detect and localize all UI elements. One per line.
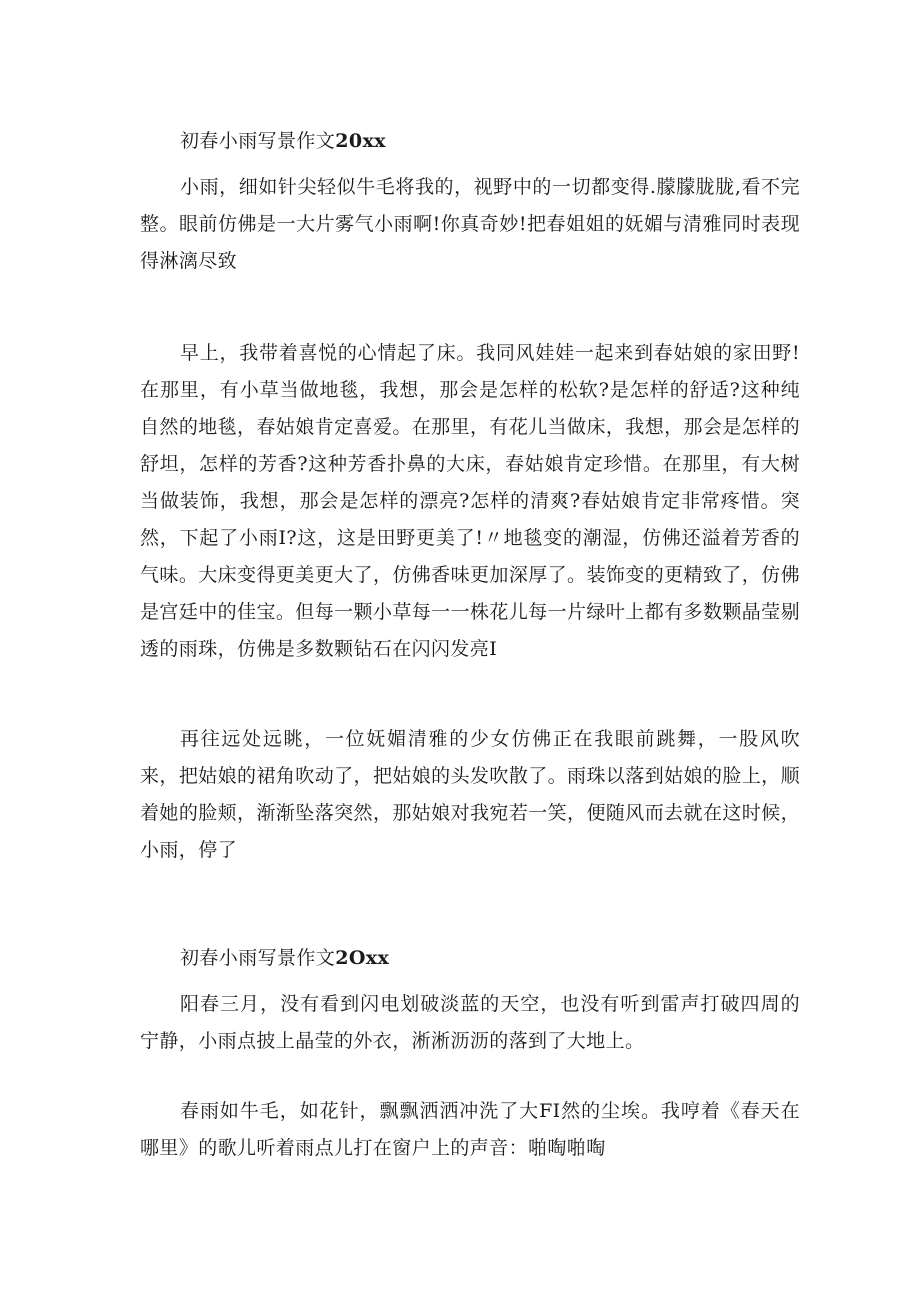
paragraph-2: 早上，我带着喜悦的心情起了床。我同风娃娃一起来到春姑娘的家田野!在那里，有小草当做地毯，我想，那会是怎样的松软?是怎样的舒适?这种纯自然的地毯，春姑娘肯定喜爱。在那里，有花儿当做床，我想，那会是怎样的舒坦，怎样的芳香?这种芳香扑鼻的大床，春姑娘肯定珍惜。在那里，有大树当做装饰，我想，那会是怎样的漂亮?怎样的清爽?春姑娘肯定非常疼惜。突然，下起了小雨I?这，这是田野更美了!〃地毯变的潮湿，仿佛还溢着芳香的气味。大床变得更美更大了，仿佛香味更加深厚了。装饰变的更精致了，仿佛是宫廷中的佳宝。但每一颗小草每一一株花儿每一片绿叶上都有多数颗晶莹剔透的雨珠，仿佛是多数颗钻石在闪闪发亮I — [140, 342, 800, 660]
essay-title-1 — [180, 129, 386, 153]
paragraph-3: 再往远处远眺，一位妩媚清雅的少女仿佛正在我眼前跳舞，一股风吹来，把姑娘的裙角吹动了，把姑娘的头发吹散了。雨珠以落到姑娘的脸上，顺着她的脸颊，渐渐坠落突然，那姑娘对我宛若一笑，便随风而去就在这时候，小雨，停了 — [140, 728, 800, 861]
paragraph-1: 小雨，细如针尖轻似牛毛将我的，视野中的一切都变得.朦朦胧胧,看不完整。眼前仿佛是一大片雾气小雨啊!你真奇妙!把春姐姐的妩媚与清雅同时表现得淋漓尽致 — [140, 176, 800, 272]
essay-title-2-text: 初春小雨写景作文 — [180, 947, 336, 969]
essay-title-1-year: 20xx — [335, 130, 386, 152]
essay-title-2-year: 2Oxx — [335, 947, 390, 969]
essay-title-1-text: 初春小雨写景作文 — [180, 130, 336, 152]
paragraph-4: 阳春三月，没有看到闪电划破淡蓝的天空，也没有听到雷声打破四周的宁静，小雨点披上晶莹的外衣，淅淅沥沥的落到了大地上。 — [140, 993, 800, 1052]
essay-title-2 — [180, 946, 389, 970]
paragraph-5: 春雨如牛毛，如花针，飘飘洒洒冲洗了大FI然的尘埃。我哼着《春天在哪里》的歌儿听着雨点儿打在窗户上的声音：啪啕啪啕 — [140, 1100, 800, 1159]
